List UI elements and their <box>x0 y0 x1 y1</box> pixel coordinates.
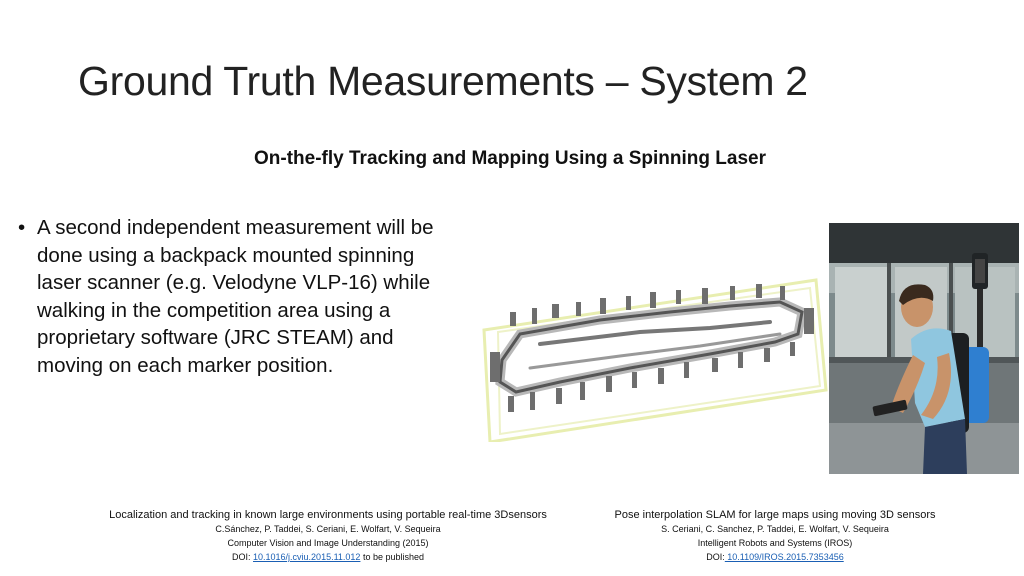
doi-link[interactable]: 10.1109/IROS.2015.7353456 <box>724 552 844 562</box>
doi-prefix: DOI: <box>706 552 725 562</box>
reference-venue: Intelligent Robots and Systems (IROS) <box>697 538 853 548</box>
reference-authors: S. Ceriani, C. Sanchez, P. Taddei, E. Wolfart, V. Sequeira <box>661 524 889 534</box>
doi-link[interactable]: 10.1016/j.cviu.2015.11.012 <box>253 552 361 562</box>
slide-title: Ground Truth Measurements – System 2 <box>78 58 808 104</box>
reference-authors: C.Sánchez, P. Taddei, S. Ceriani, E. Wolfart, V. Sequeira <box>215 524 441 534</box>
point-cloud-map-image <box>480 272 828 442</box>
doi-suffix: to be published <box>360 552 424 562</box>
bullet-text: A second independent measurement will be done using a backpack mounted spinning laser scanner (e.g. Velodyne VLP-16) while walking in the competition area using a proprietary software (JRC STEAM) and moving on each marker position. <box>37 216 434 377</box>
doi-prefix: DOI: <box>232 552 254 562</box>
reference-doi-line <box>78 550 578 564</box>
reference-1 <box>78 508 578 564</box>
reference-title: Pose interpolation SLAM for large maps using moving 3D sensors <box>614 509 936 521</box>
reference-2 <box>590 508 960 564</box>
bullet-item <box>18 214 458 379</box>
reference-venue: Computer Vision and Image Understanding (2015) <box>227 538 429 548</box>
slide-subtitle: On-the-fly Tracking and Mapping Using a Spinning Laser <box>254 148 766 169</box>
bullet-icon: • <box>18 216 26 239</box>
backpack-scanner-photo <box>829 223 1019 474</box>
reference-title: Localization and tracking in known large environments using portable real-time 3Dsensors <box>109 509 547 521</box>
reference-doi-line <box>590 550 960 564</box>
